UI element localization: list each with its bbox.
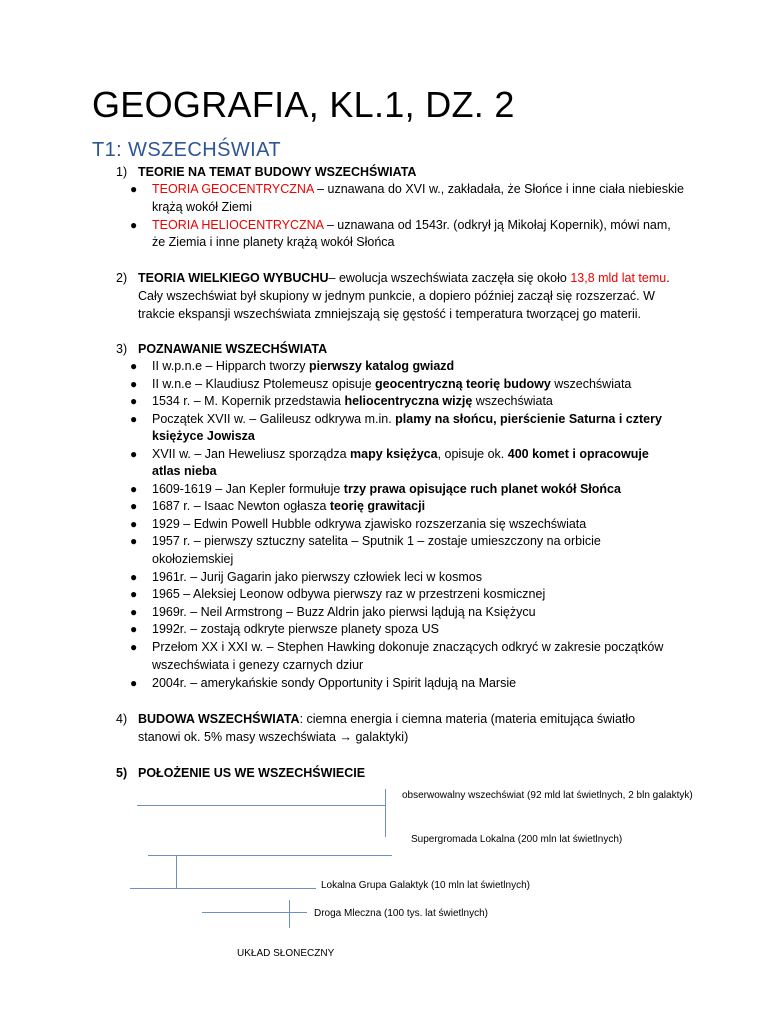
scale-connector	[385, 789, 386, 837]
item-text: 1609-1619 – Jan Kepler formułuje	[152, 482, 344, 496]
bullet-icon: ●	[130, 218, 138, 232]
paragraph-text: .	[666, 271, 670, 285]
document-title: GEOGRAFIA, KL.1, DZ. 2	[92, 84, 515, 125]
item-text: XVII w. – Jan Heweliusz sporządza	[152, 447, 351, 461]
bullet-icon: ●	[130, 359, 138, 373]
item-bold: 400 komet i opracowuje	[507, 447, 649, 461]
bullet-icon: ●	[130, 377, 138, 391]
scale-line-local-supercluster	[148, 855, 392, 856]
section-number: 3)	[116, 342, 128, 356]
item-text: wszechświata	[472, 394, 553, 408]
list-item-continuation: wszechświata i genezy czarnych dziur	[152, 658, 364, 672]
bullet-icon: ●	[130, 605, 138, 619]
item-text: , opisuje ok.	[437, 447, 508, 461]
list-item-continuation: krążą wokół Ziemi	[152, 200, 253, 214]
theory-name: TEORIA GEOCENTRYCZNA	[152, 182, 314, 196]
list-item	[152, 358, 454, 376]
scale-label-solar-system: UKŁAD SŁONECZNY	[237, 948, 335, 959]
list-item: 2004r. – amerykańskie sondy Opportunity i Spirit lądują na Marsie	[152, 676, 517, 690]
scale-label-observable-universe: obserwowalny wszechświat (92 mld lat świetlnych, 2 bln galaktyk)	[402, 790, 693, 801]
item-bold: trzy prawa opisujące ruch planet wokół Słońca	[343, 482, 621, 496]
paragraph-line: trakcie ekspansji wszechświata zmniejszają się gęstość i temperatura tworzącej go materii.	[138, 307, 641, 321]
section-heading: TEORIE NA TEMAT BUDOWY WSZECHŚWIATA	[138, 165, 417, 179]
list-item-continuation: okołoziemskiej	[152, 552, 234, 566]
bullet-icon: ●	[130, 676, 138, 690]
bullet-icon: ●	[130, 534, 138, 548]
item-text: II w.p.n.e – Hipparch tworzy	[152, 359, 310, 373]
section-number: 1)	[116, 165, 128, 179]
list-item: 1961r. – Jurij Gagarin jako pierwszy człowiek leci w kosmos	[152, 570, 482, 584]
bullet-icon: ●	[130, 394, 138, 408]
section-subtitle: T1: WSZECHŚWIAT	[92, 139, 281, 161]
scale-connector	[289, 900, 290, 928]
scale-line-local-group	[130, 888, 316, 889]
item-bold: mapy księżyca	[350, 447, 438, 461]
item-bold: heliocentryczna wizję	[344, 394, 473, 408]
bullet-icon: ●	[130, 482, 138, 496]
paragraph-text: – ewolucja wszechświata zaczęła się około	[328, 271, 571, 285]
item-bold: geocentryczną teorię budowy	[375, 377, 551, 391]
section-number: 4)	[116, 712, 128, 726]
list-item	[152, 376, 631, 394]
section-heading: BUDOWA WSZECHŚWIATA	[138, 712, 300, 726]
section-number: 2)	[116, 271, 128, 285]
item-bold: plamy na słońcu, pierścienie Saturna i cztery	[395, 412, 662, 426]
list-item: 1965 – Aleksiej Leonow odbywa pierwszy raz w przestrzeni kosmicznej	[152, 587, 546, 601]
section-heading: POŁOŻENIE US WE WSZECHŚWIECIE	[138, 766, 366, 780]
scale-line-milky-way	[202, 912, 307, 913]
list-item	[152, 217, 671, 235]
list-item	[152, 181, 684, 199]
bullet-icon: ●	[130, 412, 138, 426]
section-heading: TEORIA WIELKIEGO WYBUCHU	[138, 271, 329, 285]
list-item-continuation: atlas nieba	[152, 464, 217, 478]
list-item: Przełom XX i XXI w. – Stephen Hawking dokonuje znaczących odkryć w zakresie początków	[152, 640, 664, 654]
item-text: Początek XVII w. – Galileusz odkrywa m.in.	[152, 412, 396, 426]
scale-connector	[176, 855, 177, 889]
bullet-icon: ●	[130, 570, 138, 584]
bullet-icon: ●	[130, 499, 138, 513]
item-text: II w.n.e – Klaudiusz Ptolemeusz opisuje	[152, 377, 376, 391]
section-paragraph	[138, 270, 670, 288]
list-item	[152, 481, 621, 499]
list-item	[152, 411, 662, 429]
item-bold: teorię grawitacji	[329, 499, 426, 513]
item-text: 1687 r. – Isaac Newton ogłasza	[152, 499, 330, 513]
list-item-continuation: księżyce Jowisza	[152, 429, 255, 443]
scale-label-local-supercluster: Supergromada Lokalna (200 mln lat świetlnych)	[411, 834, 623, 845]
section-heading: POZNAWANIE WSZECHŚWIATA	[138, 342, 328, 356]
list-item: 1992r. – zostają odkryte pierwsze planety spoza US	[152, 622, 439, 636]
bullet-icon: ●	[130, 640, 138, 654]
list-item: 1957 r. – pierwszy sztuczny satelita – Sputnik 1 – zostaje umieszczony na orbicie	[152, 534, 601, 548]
bullet-icon: ●	[130, 182, 138, 196]
item-text: 1534 r. – M. Kopernik przedstawia	[152, 394, 345, 408]
item-text: wszechświata	[550, 377, 632, 391]
list-item: 1929 – Edwin Powell Hubble odkrywa zjawisko rozszerzania się wszechświata	[152, 517, 587, 531]
scale-line-observable-universe	[137, 805, 385, 806]
theory-name: TEORIA HELIOCENTRYCZNA	[152, 218, 324, 232]
item-bold: pierwszy katalog gwiazd	[309, 359, 455, 373]
bullet-icon: ●	[130, 447, 138, 461]
section-number: 5)	[116, 766, 128, 780]
highlight-value: 13,8 mld lat temu	[570, 271, 667, 285]
list-item	[152, 498, 425, 516]
list-item	[152, 446, 649, 464]
list-item: 1969r. – Neil Armstrong – Buzz Aldrin jako pierwsi lądują na Księżycu	[152, 605, 536, 619]
theory-description: – uznawana do XVI w., zakładała, że Słońce i inne ciała niebieskie	[313, 182, 684, 196]
paragraph-text: : ciemna energia i ciemna materia (materia emitująca światło	[299, 712, 636, 726]
paragraph-line: Cały wszechświat był skupiony w jednym punkcie, a dopiero później zaczął się rozszerzać. W	[138, 289, 655, 303]
list-item	[152, 393, 553, 411]
bullet-icon: ●	[130, 622, 138, 636]
scale-label-local-group: Lokalna Grupa Galaktyk (10 mln lat świetlnych)	[321, 880, 530, 891]
paragraph-line: stanowi ok. 5% masy wszechświata → galaktyki)	[138, 730, 409, 744]
bullet-icon: ●	[130, 517, 138, 531]
section-paragraph	[138, 711, 635, 729]
list-item-continuation: że Ziemia i inne planety krążą wokół Słońca	[152, 235, 395, 249]
bullet-icon: ●	[130, 587, 138, 601]
scale-label-milky-way: Droga Mleczna (100 tys. lat świetlnych)	[314, 908, 488, 919]
theory-description: – uznawana od 1543r. (odkrył ją Mikołaj Kopernik), mówi nam,	[323, 218, 671, 232]
